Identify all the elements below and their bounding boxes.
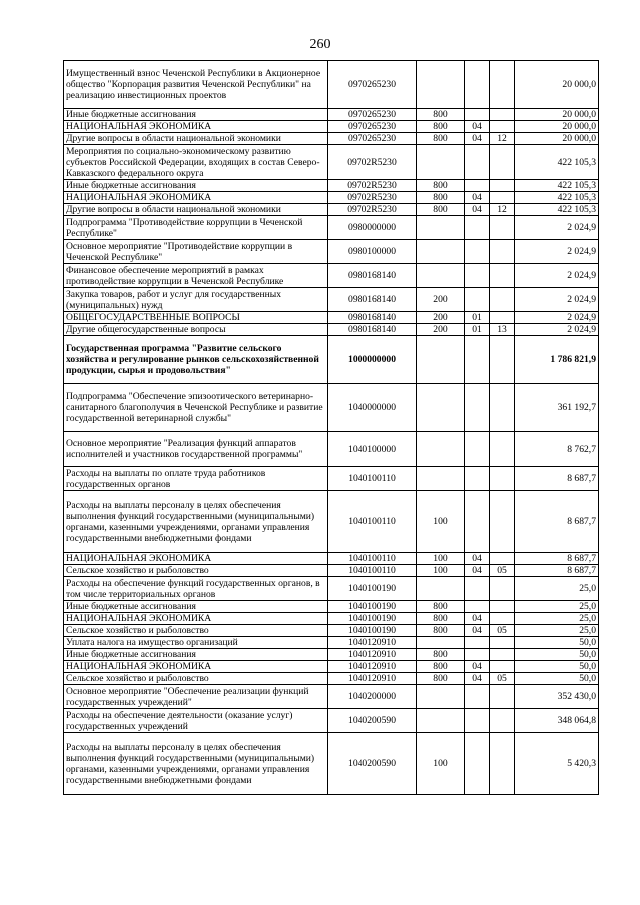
row-subsection-cell [490, 109, 515, 121]
row-name-cell: Другие вопросы в области национальной экономики [64, 133, 328, 145]
row-amount-cell: 8 687,7 [515, 553, 599, 565]
row-name-cell: ОБЩЕГОСУДАРСТВЕННЫЕ ВОПРОСЫ [64, 312, 328, 324]
row-target-article-cell: 1040100110 [328, 491, 417, 553]
row-amount-cell: 8 687,7 [515, 565, 599, 577]
row-expense-type-cell [417, 240, 465, 264]
row-amount-cell: 8 687,7 [515, 491, 599, 553]
row-target-article-cell: 1040100110 [328, 467, 417, 491]
table-row [64, 264, 599, 288]
row-amount-cell: 2 024,9 [515, 288, 599, 312]
row-target-article-cell: 1040100190 [328, 625, 417, 637]
row-name-cell: Другие общегосударственные вопросы [64, 324, 328, 336]
row-section-cell [465, 264, 490, 288]
row-subsection-cell: 12 [490, 204, 515, 216]
row-target-article-cell: 0980168140 [328, 324, 417, 336]
row-amount-cell: 2 024,9 [515, 312, 599, 324]
row-name-cell: НАЦИОНАЛЬНАЯ ЭКОНОМИКА [64, 121, 328, 133]
row-amount-cell: 8 762,7 [515, 432, 599, 467]
table-row [64, 601, 599, 613]
row-expense-type-cell: 800 [417, 613, 465, 625]
row-subsection-cell [490, 384, 515, 432]
row-subsection-cell [490, 661, 515, 673]
row-expense-type-cell: 800 [417, 601, 465, 613]
budget-table-body [64, 61, 599, 795]
row-subsection-cell [490, 336, 515, 384]
row-section-cell [465, 649, 490, 661]
table-row [64, 709, 599, 733]
row-name-cell: Уплата налога на имущество организаций [64, 637, 328, 649]
row-target-article-cell: 1040100110 [328, 553, 417, 565]
row-section-cell: 04 [465, 192, 490, 204]
row-subsection-cell [490, 145, 515, 180]
row-expense-type-cell: 100 [417, 733, 465, 795]
row-subsection-cell [490, 577, 515, 601]
table-row [64, 613, 599, 625]
row-amount-cell: 352 430,0 [515, 685, 599, 709]
row-target-article-cell: 1040200000 [328, 685, 417, 709]
row-subsection-cell [490, 613, 515, 625]
row-subsection-cell [490, 601, 515, 613]
row-name-cell: Основное мероприятие "Противодействие коррупции в Чеченской Республике" [64, 240, 328, 264]
row-amount-cell: 2 024,9 [515, 324, 599, 336]
row-target-article-cell: 0980168140 [328, 288, 417, 312]
row-amount-cell: 25,0 [515, 601, 599, 613]
table-row [64, 661, 599, 673]
row-name-cell: Расходы на обеспечение функций государственных органов, в том числе территориальных органов [64, 577, 328, 601]
row-target-article-cell: 1040200590 [328, 709, 417, 733]
table-row [64, 649, 599, 661]
row-name-cell: Иные бюджетные ассигнования [64, 109, 328, 121]
budget-table [63, 60, 599, 795]
row-target-article-cell: 1040100190 [328, 613, 417, 625]
row-name-cell: Иные бюджетные ассигнования [64, 180, 328, 192]
row-section-cell: 01 [465, 312, 490, 324]
row-section-cell [465, 733, 490, 795]
row-name-cell: Иные бюджетные ассигнования [64, 649, 328, 661]
row-subsection-cell [490, 61, 515, 109]
row-expense-type-cell: 100 [417, 491, 465, 553]
table-row [64, 733, 599, 795]
row-name-cell: Расходы на выплаты персоналу в целях обеспечения выполнения функций государственными (муниципальными) органами, казенными учреждениями, органами управления государственными внебюджетными фондами [64, 733, 328, 795]
row-expense-type-cell [417, 216, 465, 240]
row-name-cell: Государственная программа "Развитие сельского хозяйства и регулирование рынков сельскохозяйственной продукции, сырья и продовольствия" [64, 336, 328, 384]
row-name-cell: Подпрограмма "Противодействие коррупции в Чеченской Республике" [64, 216, 328, 240]
table-row [64, 384, 599, 432]
row-section-cell [465, 109, 490, 121]
row-name-cell: НАЦИОНАЛЬНАЯ ЭКОНОМИКА [64, 661, 328, 673]
table-row [64, 192, 599, 204]
row-subsection-cell [490, 288, 515, 312]
row-section-cell [465, 432, 490, 467]
row-target-article-cell: 0970265230 [328, 133, 417, 145]
row-section-cell: 04 [465, 121, 490, 133]
row-amount-cell: 20 000,0 [515, 133, 599, 145]
row-amount-cell: 5 420,3 [515, 733, 599, 795]
row-subsection-cell [490, 192, 515, 204]
row-section-cell [465, 61, 490, 109]
row-expense-type-cell: 800 [417, 121, 465, 133]
row-expense-type-cell: 800 [417, 661, 465, 673]
row-expense-type-cell: 100 [417, 553, 465, 565]
row-section-cell [465, 685, 490, 709]
row-target-article-cell: 1040120910 [328, 661, 417, 673]
row-expense-type-cell [417, 384, 465, 432]
row-subsection-cell [490, 649, 515, 661]
row-expense-type-cell [417, 264, 465, 288]
row-amount-cell: 2 024,9 [515, 240, 599, 264]
row-target-article-cell: 0980168140 [328, 264, 417, 288]
row-expense-type-cell: 100 [417, 565, 465, 577]
row-target-article-cell: 0980168140 [328, 312, 417, 324]
table-row [64, 491, 599, 553]
row-section-cell [465, 709, 490, 733]
table-row [64, 577, 599, 601]
row-amount-cell: 25,0 [515, 613, 599, 625]
row-target-article-cell: 1000000000 [328, 336, 417, 384]
row-section-cell: 04 [465, 673, 490, 685]
row-target-article-cell: 1040100000 [328, 432, 417, 467]
row-section-cell [465, 288, 490, 312]
row-subsection-cell [490, 216, 515, 240]
row-section-cell [465, 145, 490, 180]
table-row [64, 216, 599, 240]
row-name-cell: Сельское хозяйство и рыболовство [64, 673, 328, 685]
table-row [64, 133, 599, 145]
table-row [64, 180, 599, 192]
row-target-article-cell: 1040100190 [328, 601, 417, 613]
row-target-article-cell: 1040120910 [328, 673, 417, 685]
row-expense-type-cell: 800 [417, 109, 465, 121]
row-subsection-cell: 13 [490, 324, 515, 336]
table-row [64, 324, 599, 336]
table-row [64, 240, 599, 264]
row-subsection-cell [490, 180, 515, 192]
row-subsection-cell [490, 491, 515, 553]
row-name-cell: Подпрограмма "Обеспечение эпизоотического ветеринарно-санитарного благополучия в Чеченской Республике и развитие государственной ветеринарной службы" [64, 384, 328, 432]
row-target-article-cell: 09702R5230 [328, 180, 417, 192]
row-expense-type-cell: 800 [417, 192, 465, 204]
row-amount-cell: 50,0 [515, 649, 599, 661]
row-expense-type-cell [417, 685, 465, 709]
row-target-article-cell: 1040120910 [328, 637, 417, 649]
row-name-cell: Мероприятия по социально-экономическому развитию субъектов Российской Федерации, входящих в состав Северо-Кавказского федерального округа [64, 145, 328, 180]
row-subsection-cell [490, 685, 515, 709]
row-name-cell: Сельское хозяйство и рыболовство [64, 565, 328, 577]
table-row [64, 145, 599, 180]
row-name-cell: Основное мероприятие "Обеспечение реализации функций государственных учреждений" [64, 685, 328, 709]
row-amount-cell: 422 105,3 [515, 192, 599, 204]
row-section-cell [465, 240, 490, 264]
row-name-cell: НАЦИОНАЛЬНАЯ ЭКОНОМИКА [64, 553, 328, 565]
table-row [64, 625, 599, 637]
row-subsection-cell: 05 [490, 565, 515, 577]
page-number: 260 [309, 37, 331, 52]
row-target-article-cell: 1040100110 [328, 565, 417, 577]
table-row [64, 467, 599, 491]
table-row [64, 121, 599, 133]
row-expense-type-cell: 800 [417, 133, 465, 145]
row-name-cell: Финансовое обеспечение мероприятий в рамках противодействие коррупции в Чеченской Республике [64, 264, 328, 288]
row-section-cell: 04 [465, 613, 490, 625]
row-target-article-cell: 09702R5230 [328, 204, 417, 216]
row-expense-type-cell: 800 [417, 204, 465, 216]
row-expense-type-cell: 800 [417, 673, 465, 685]
row-amount-cell: 348 064,8 [515, 709, 599, 733]
row-subsection-cell [490, 553, 515, 565]
row-target-article-cell: 1040200590 [328, 733, 417, 795]
row-subsection-cell [490, 312, 515, 324]
row-section-cell: 04 [465, 661, 490, 673]
table-row [64, 637, 599, 649]
row-expense-type-cell: 800 [417, 625, 465, 637]
row-section-cell: 04 [465, 553, 490, 565]
row-section-cell [465, 180, 490, 192]
row-amount-cell: 422 105,3 [515, 145, 599, 180]
row-target-article-cell: 0980000000 [328, 216, 417, 240]
row-name-cell: Расходы на выплаты персоналу в целях обеспечения выполнения функций государственными (муниципальными) органами, казенными учреждениями, органами управления государственными внебюджетными фондами [64, 491, 328, 553]
row-target-article-cell: 0970265230 [328, 109, 417, 121]
row-section-cell: 01 [465, 324, 490, 336]
row-subsection-cell [490, 264, 515, 288]
row-section-cell [465, 467, 490, 491]
row-amount-cell: 25,0 [515, 625, 599, 637]
row-amount-cell: 2 024,9 [515, 264, 599, 288]
table-row [64, 61, 599, 109]
row-name-cell: Имущественный взнос Чеченской Республики в Акционерное общество "Корпорация развития Чеченской Республики" на реализацию инвестиционных проектов [64, 61, 328, 109]
row-amount-cell: 361 192,7 [515, 384, 599, 432]
row-subsection-cell: 05 [490, 625, 515, 637]
row-section-cell [465, 637, 490, 649]
row-expense-type-cell: 200 [417, 312, 465, 324]
row-amount-cell: 422 105,3 [515, 204, 599, 216]
row-expense-type-cell: 800 [417, 649, 465, 661]
row-amount-cell: 20 000,0 [515, 109, 599, 121]
row-expense-type-cell [417, 577, 465, 601]
row-expense-type-cell: 800 [417, 180, 465, 192]
row-amount-cell: 8 687,7 [515, 467, 599, 491]
row-name-cell: Иные бюджетные ассигнования [64, 601, 328, 613]
table-row [64, 204, 599, 216]
row-section-cell: 04 [465, 625, 490, 637]
row-section-cell: 04 [465, 133, 490, 145]
row-amount-cell: 1 786 821,9 [515, 336, 599, 384]
row-name-cell: Другие вопросы в области национальной экономики [64, 204, 328, 216]
row-section-cell: 04 [465, 565, 490, 577]
row-amount-cell: 25,0 [515, 577, 599, 601]
row-subsection-cell: 05 [490, 673, 515, 685]
table-row [64, 288, 599, 312]
row-name-cell: Закупка товаров, работ и услуг для государственных (муниципальных) нужд [64, 288, 328, 312]
row-section-cell [465, 384, 490, 432]
row-name-cell: НАЦИОНАЛЬНАЯ ЭКОНОМИКА [64, 613, 328, 625]
row-expense-type-cell [417, 709, 465, 733]
row-name-cell: Основное мероприятие "Реализация функций аппаратов исполнителей и участников государственной программы" [64, 432, 328, 467]
row-subsection-cell [490, 467, 515, 491]
row-expense-type-cell [417, 145, 465, 180]
row-amount-cell: 422 105,3 [515, 180, 599, 192]
row-expense-type-cell: 200 [417, 324, 465, 336]
row-subsection-cell [490, 121, 515, 133]
row-amount-cell: 20 000,0 [515, 121, 599, 133]
row-section-cell [465, 216, 490, 240]
row-target-article-cell: 09702R5230 [328, 192, 417, 204]
row-name-cell: НАЦИОНАЛЬНАЯ ЭКОНОМИКА [64, 192, 328, 204]
row-target-article-cell: 09702R5230 [328, 145, 417, 180]
table-row [64, 336, 599, 384]
row-expense-type-cell: 200 [417, 288, 465, 312]
row-subsection-cell [490, 637, 515, 649]
row-target-article-cell: 1040100190 [328, 577, 417, 601]
row-section-cell [465, 577, 490, 601]
row-expense-type-cell [417, 467, 465, 491]
row-subsection-cell [490, 432, 515, 467]
row-target-article-cell: 0980100000 [328, 240, 417, 264]
row-target-article-cell: 0970265230 [328, 61, 417, 109]
table-row [64, 432, 599, 467]
row-expense-type-cell [417, 61, 465, 109]
row-amount-cell: 50,0 [515, 673, 599, 685]
row-name-cell: Расходы на выплаты по оплате труда работников государственных органов [64, 467, 328, 491]
row-amount-cell: 50,0 [515, 637, 599, 649]
row-name-cell: Сельское хозяйство и рыболовство [64, 625, 328, 637]
row-section-cell [465, 336, 490, 384]
table-row [64, 685, 599, 709]
row-amount-cell: 50,0 [515, 661, 599, 673]
row-target-article-cell: 1040000000 [328, 384, 417, 432]
row-subsection-cell [490, 709, 515, 733]
row-name-cell: Расходы на обеспечение деятельности (оказание услуг) государственных учреждений [64, 709, 328, 733]
row-section-cell [465, 601, 490, 613]
row-expense-type-cell [417, 432, 465, 467]
row-subsection-cell [490, 733, 515, 795]
row-expense-type-cell [417, 336, 465, 384]
table-row [64, 109, 599, 121]
row-target-article-cell: 0970265230 [328, 121, 417, 133]
table-row [64, 565, 599, 577]
row-expense-type-cell [417, 637, 465, 649]
row-section-cell [465, 491, 490, 553]
row-subsection-cell: 12 [490, 133, 515, 145]
row-amount-cell: 20 000,0 [515, 61, 599, 109]
table-row [64, 312, 599, 324]
row-target-article-cell: 1040120910 [328, 649, 417, 661]
table-row [64, 553, 599, 565]
table-row [64, 673, 599, 685]
row-section-cell: 04 [465, 204, 490, 216]
row-subsection-cell [490, 240, 515, 264]
row-amount-cell: 2 024,9 [515, 216, 599, 240]
